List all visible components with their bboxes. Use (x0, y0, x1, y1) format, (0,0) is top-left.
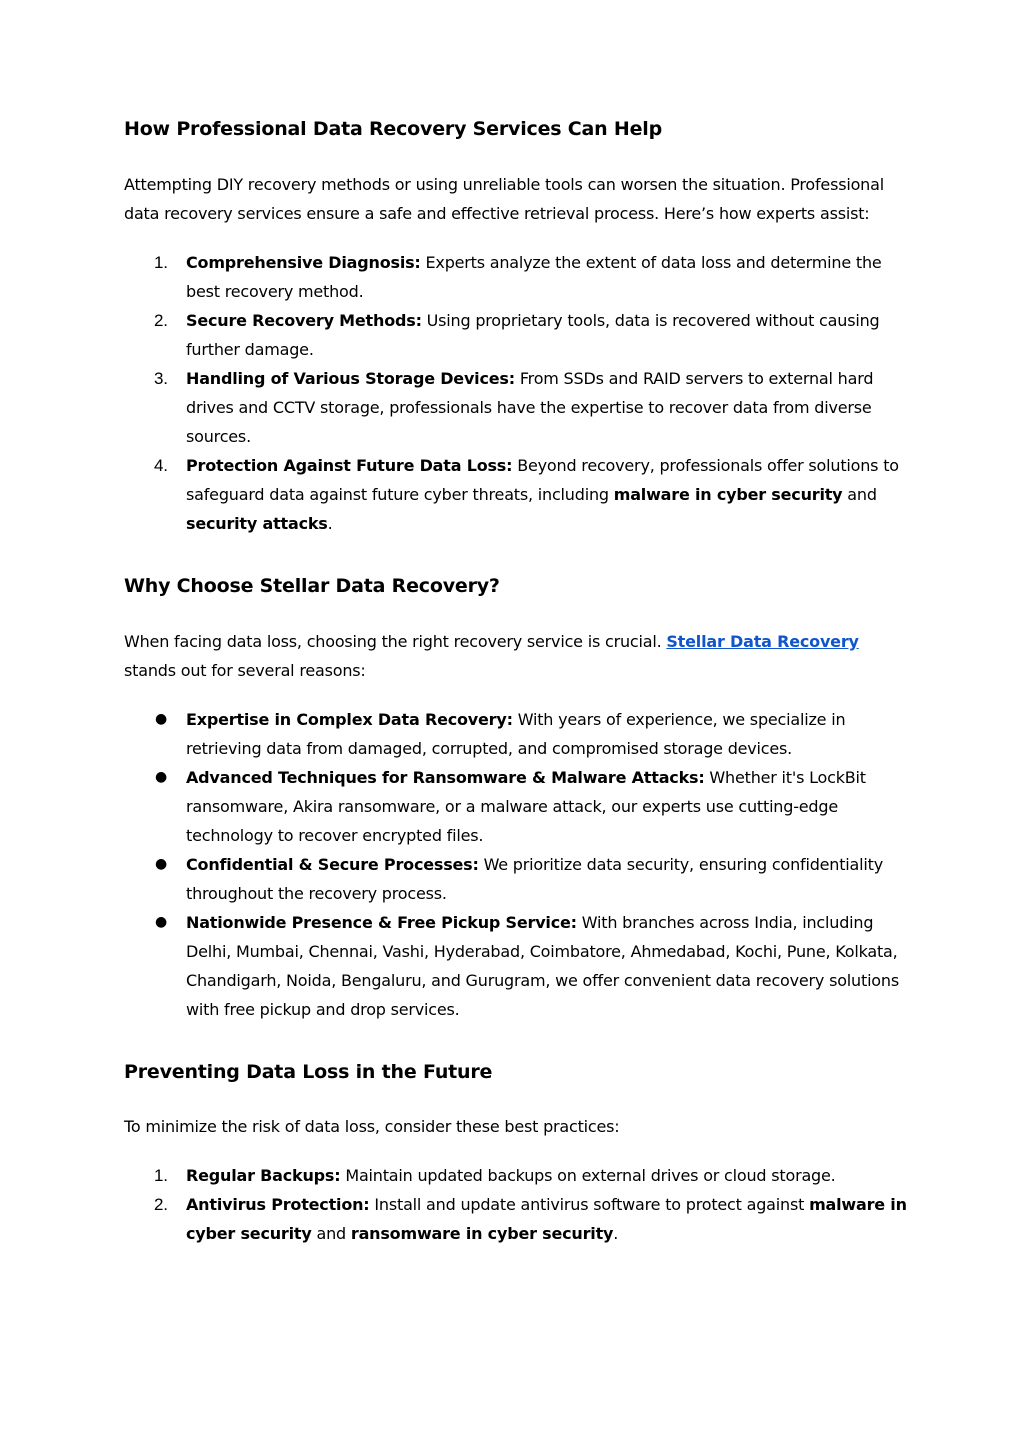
item-title: Comprehensive Diagnosis: (186, 252, 421, 272)
item-text: Install and update antivirus software to protect against (369, 1195, 810, 1215)
bullet-icon: ● (155, 710, 168, 727)
item-text: Whether it's LockBit ransomware, Akira ransomware, or a malware attack, our experts use cutting-edge technology to recover encrypted files. (186, 767, 866, 845)
reasons-bullet-list (124, 705, 914, 1024)
item-text: With years of experience, we specialize in retrieving data from damaged, corrupted, and compromised storage devices. (186, 709, 846, 758)
list-item (124, 451, 914, 538)
list-item (124, 763, 914, 850)
item-text: We prioritize data security, ensuring confidentiality throughout the recovery process. (186, 854, 883, 903)
item-title: Expertise in Complex Data Recovery: (186, 709, 513, 729)
stellar-data-recovery-link[interactable]: Stellar Data Recovery (666, 631, 859, 651)
item-text: Maintain updated backups on external drives or cloud storage. (340, 1166, 836, 1186)
list-number: 3. (154, 368, 168, 388)
list-number: 4. (154, 455, 168, 475)
item-text-connector: and (311, 1224, 351, 1244)
list-item (124, 850, 914, 908)
section3-intro: To minimize the risk of data loss, consider these best practices: (124, 1117, 620, 1137)
document-page (124, 118, 914, 1248)
list-number: 1. (154, 1166, 168, 1186)
item-title: Protection Against Future Data Loss: (186, 455, 513, 475)
services-numbered-list (124, 248, 914, 538)
item-title: Handling of Various Storage Devices: (186, 368, 515, 388)
bullet-icon: ● (155, 855, 168, 872)
item-title: Confidential & Secure Processes: (186, 854, 479, 874)
item-text-connector: and (842, 484, 877, 504)
item-title: Regular Backups: (186, 1166, 341, 1186)
practices-numbered-list (124, 1161, 914, 1248)
keyword-malware: malware in cyber security (186, 1195, 907, 1244)
list-item (124, 1190, 914, 1248)
intro-text-after: stands out for several reasons: (124, 660, 366, 680)
item-text-end: . (327, 513, 333, 533)
list-item (124, 908, 914, 1024)
list-item (124, 705, 914, 763)
list-item (124, 364, 914, 451)
bullet-icon: ● (155, 913, 168, 930)
section-heading-professional-services: How Professional Data Recovery Services Can Help (124, 118, 662, 140)
item-text-end: . (613, 1224, 619, 1244)
item-text: Experts analyze the extent of data loss and determine the best recovery method. (186, 252, 882, 301)
item-text: With branches across India, including Delhi, Mumbai, Chennai, Vashi, Hyderabad, Coimbatore, Ahmedabad, Kochi, Pune, Kolkata, Chandigarh, Noida, Bengaluru, and Gurugram, we offer convenient data recovery solutions with free pickup and drop services. (186, 912, 899, 1019)
item-text: Beyond recovery, professionals offer solutions to safeguard data against future cyber threats, including (186, 455, 899, 504)
list-number: 2. (154, 1195, 168, 1215)
list-number: 1. (154, 252, 168, 272)
list-item (124, 1161, 914, 1190)
item-title: Advanced Techniques for Ransomware & Malware Attacks: (186, 767, 705, 787)
item-text: Using proprietary tools, data is recovered without causing further damage. (186, 310, 880, 359)
list-item (124, 248, 914, 306)
keyword-ransomware: ransomware in cyber security (350, 1224, 614, 1244)
list-item (124, 306, 914, 364)
section-heading-preventing-loss: Preventing Data Loss in the Future (124, 1060, 493, 1083)
item-title: Antivirus Protection: (186, 1195, 370, 1215)
list-number: 2. (154, 310, 168, 330)
item-title: Nationwide Presence & Free Pickup Service: (186, 912, 577, 932)
bullet-icon: ● (155, 768, 168, 785)
keyword-security-attacks: security attacks (186, 513, 328, 533)
section-heading-why-stellar: Why Choose Stellar Data Recovery? (124, 574, 500, 597)
section1-intro: Attempting DIY recovery methods or using unreliable tools can worsen the situation. Professional data recovery services ensure a safe and effective retrieval process. Here’s how experts assist: (124, 174, 884, 223)
intro-text: When facing data loss, choosing the right recovery service is crucial. (124, 631, 667, 651)
item-text: From SSDs and RAID servers to external hard drives and CCTV storage, professionals have the expertise to recover data from diverse sources. (186, 368, 874, 446)
item-title: Secure Recovery Methods: (186, 310, 422, 330)
section2-intro (124, 627, 914, 685)
keyword-malware: malware in cyber security (613, 484, 843, 504)
